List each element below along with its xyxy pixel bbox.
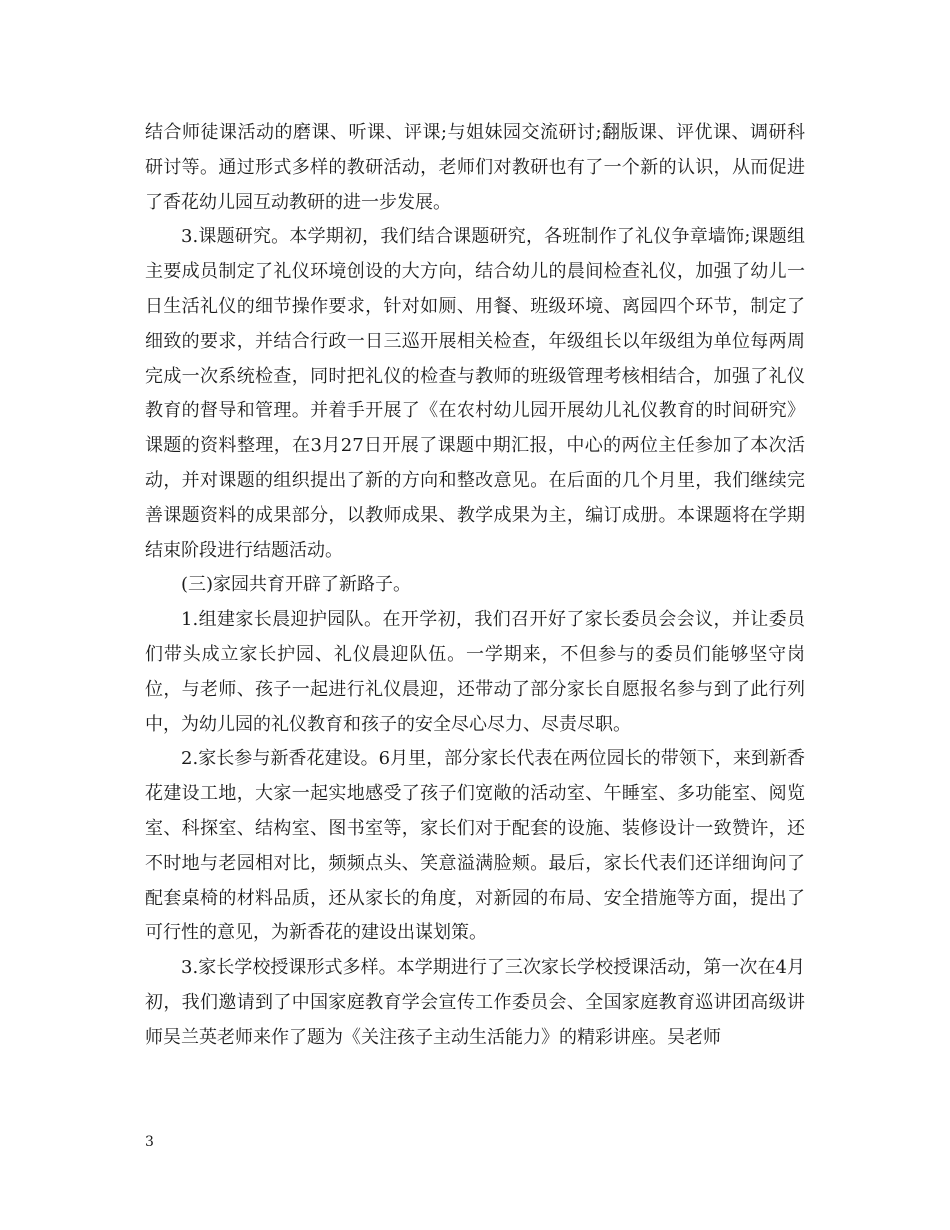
page-number: 3 <box>145 1134 154 1150</box>
paragraph-1: 结合师徒课活动的磨课、听课、评课;与姐妹园交流研讨;翻版课、评优课、调研科研讨等。通过形式多样的教研活动，老师们对教研也有了一个新的认识，从而促进了香花幼儿园互动教研的进一步发展。 <box>145 122 805 213</box>
paragraph-5: 2.家长参与新香花建设。6月里，部分家长代表在两位园长的带领下，来到新香花建设工地，大家一起实地感受了孩子们宽敞的活动室、午睡室、多功能室、阅览室、科探室、结构室、图书室等，家长们对于配套的设施、装修设计一致赞许，还不时地与老园相对比，频频点头、笑意溢满脸颊。最后，家长代表们还详细询问了配套桌椅的材料品质，还从家长的角度，对新园的布局、安全措施等方面，提出了可行性的意见，为新香花的建设出谋划策。 <box>145 748 805 944</box>
paragraph-4: 1.组建家长晨迎护园队。在开学初，我们召开好了家长委员会会议，并让委员们带头成立家长护园、礼仪晨迎队伍。一学期来，不但参与的委员们能够坚守岗位，与老师、孩子一起进行礼仪晨迎，还带动了部分家长自愿报名参与到了此行列中，为幼儿园的礼仪教育和孩子的安全尽心尽力、尽责尽职。 <box>145 609 805 735</box>
paragraph-3-heading: (三)家园共育开辟了新路子。 <box>181 574 412 596</box>
paragraph-6: 3.家长学校授课形式多样。本学期进行了三次家长学校授课活动，第一次在4月初，我们邀请到了中国家庭教育学会宣传工作委员会、全国家庭教育巡讲团高级讲师吴兰英老师来作了题为《关注孩子主动生活能力》的精彩讲座。吴老师 <box>145 957 805 1048</box>
paragraph-2: 3.课题研究。本学期初，我们结合课题研究，各班制作了礼仪争章墙饰;课题组主要成员制定了礼仪环境创设的大方向，结合幼儿的晨间检查礼仪，加强了幼儿一日生活礼仪的细节操作要求，针对如厕、用餐、班级环境、离园四个环节，制定了细致的要求，并结合行政一日三巡开展相关检查，年级组长以年级组为单位每两周完成一次系统检查，同时把礼仪的检查与教师的班级管理考核相结合，加强了礼仪教育的督导和管理。并着手开展了《在农村幼儿园开展幼儿礼仪教育的时间研究》课题的资料整理，在3月27日开展了课题中期汇报，中心的两位主任参加了本次活动，并对课题的组织提出了新的方向和整改意见。在后面的几个月里，我们继续完善课题资料的成果部分，以教师成果、教学成果为主，编订成册。本课题将在学期结束阶段进行结题活动。 <box>145 226 805 561</box>
document-body <box>145 116 805 1056</box>
